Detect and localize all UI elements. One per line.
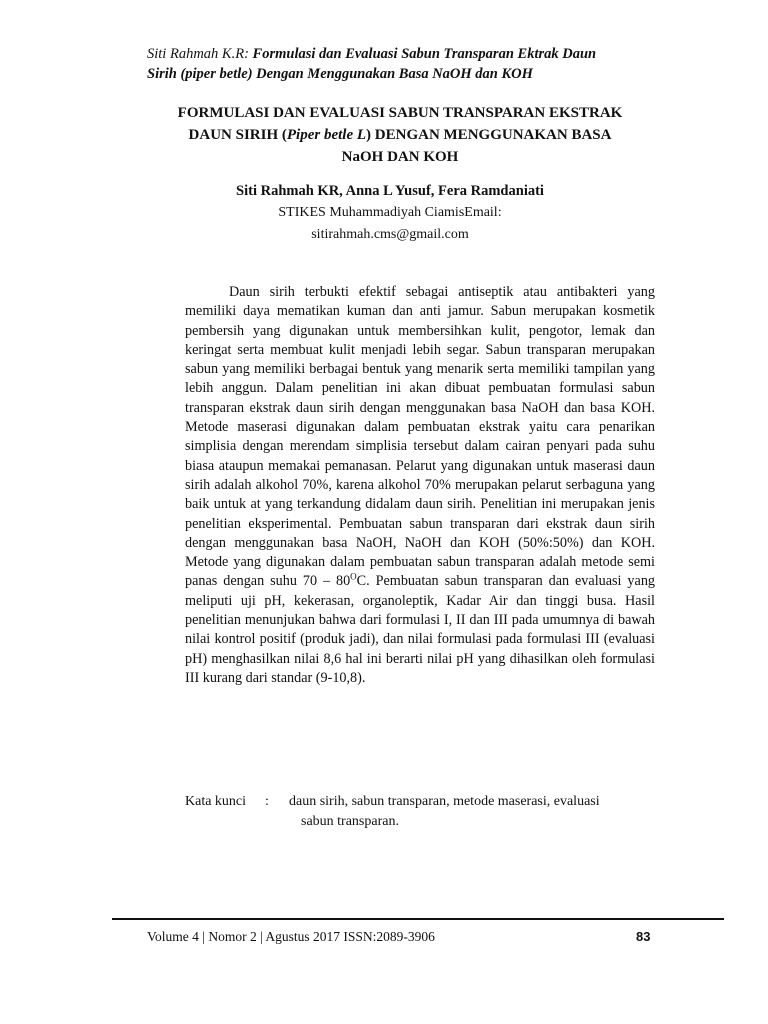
keywords-colon: : — [265, 794, 269, 809]
keywords — [185, 792, 655, 832]
abstract-text-part1: Daun sirih terbukti efektif sebagai antiseptik atau antibakteri yang memiliki daya mematikan kuman dan anti jamur. Sabun merupakan kosmetik pembersih yang digunakan untuk membersihkan kulit, pengotor, lemak dan keringat serta membuat kulit menjadi lebih segar. Sabun transparan merupakan sabun yang memiliki berbagai bentuk yang menarik serta memiliki tampilan yang lebih anggun. Dalam penelitian ini akan dibuat pembuatan formulasi sabun transparan ekstrak daun sirih dengan menggunakan basa NaOH dan basa KOH. Metode maserasi digunakan dalam pembuatan ekstrak yaitu cara penarikan simplisia dengan merendam simplisia tersebut dalam cairan penyari pada suhu biasa ataupun memakai pemanasan. Pelarut yang digunakan untuk maserasi daun sirih adalah alkohol 70%, karena alkohol 70% merupakan pelarut serbaguna yang baik untuk at yang terkandung didalam daun sirih. Penelitian ini merupakan jenis penelitian eksperimental. Pembuatan sabun transparan dari ekstrak daun sirih dengan menggunakan basa NaOH, NaOH dan KOH (50%:50%) dan KOH. Metode yang digunakan dalam pembuatan sabun transparan adalah metode semi panas dengan suhu 70 – 80 — [185, 284, 655, 590]
paper-title-line2-end: ) DENGAN MENGGUNAKAN BASA — [366, 127, 612, 143]
paper-title — [150, 102, 650, 168]
running-head-authors: Siti Rahmah K.R: — [147, 46, 249, 62]
author-affiliation: STIKES Muhammadiyah CiamisEmail: — [278, 205, 502, 220]
author-block — [170, 180, 610, 246]
paper-title-line3: NaOH DAN KOH — [341, 149, 459, 165]
running-head-title-line1: Formulasi dan Evaluasi Sabun Transparan Ektrak Daun — [252, 46, 597, 62]
author-email: sitirahmah.cms@gmail.com — [311, 227, 469, 242]
running-head-title-line2: Sirih (piper betle) Dengan Menggunakan Basa NaOH dan KOH — [147, 66, 533, 82]
abstract-paragraph — [185, 283, 655, 688]
paper-title-line2 — [150, 124, 650, 146]
footer-divider — [112, 918, 724, 920]
keywords-line1: daun sirih, sabun transparan, metode maserasi, evaluasi — [289, 794, 600, 809]
footer-journal-info: Volume 4 | Nomor 2 | Agustus 2017 ISSN:2089-3906 — [147, 929, 435, 944]
paper-title-line2-start: DAUN SIRIH ( — [188, 127, 287, 143]
author-names: Siti Rahmah KR, Anna L Yusuf, Fera Ramdaniati — [236, 183, 544, 199]
abstract-text-part2: C. Pembuatan sabun transparan dan evaluasi yang meliputi uji pH, kekerasan, organoleptik, Kadar Air dan tinggi busa. Hasil penelitian menunjukan bahwa dari formulasi I, II dan III pada umumnya di bawah nilai kontrol positif (produk jadi), dan nilai formulasi pada formulasi III (evaluasi pH) menghasilkan nilai 8,6 hal ini berarti nilai pH yang dihasilkan oleh formulasi III kurang dari standar (9-10,8). — [185, 573, 656, 686]
keywords-label: Kata kunci — [185, 794, 247, 809]
keywords-values — [289, 792, 639, 832]
degree-superscript: O — [350, 571, 357, 582]
abstract — [185, 283, 655, 688]
paper-title-line1: FORMULASI DAN EVALUASI SABUN TRANSPARAN EKSTRAK — [177, 105, 623, 121]
species-name: Piper betle L — [286, 127, 367, 143]
keywords-line2: sabun transparan. — [301, 814, 399, 829]
running-head — [147, 44, 667, 84]
page-number: 83 — [636, 929, 651, 944]
